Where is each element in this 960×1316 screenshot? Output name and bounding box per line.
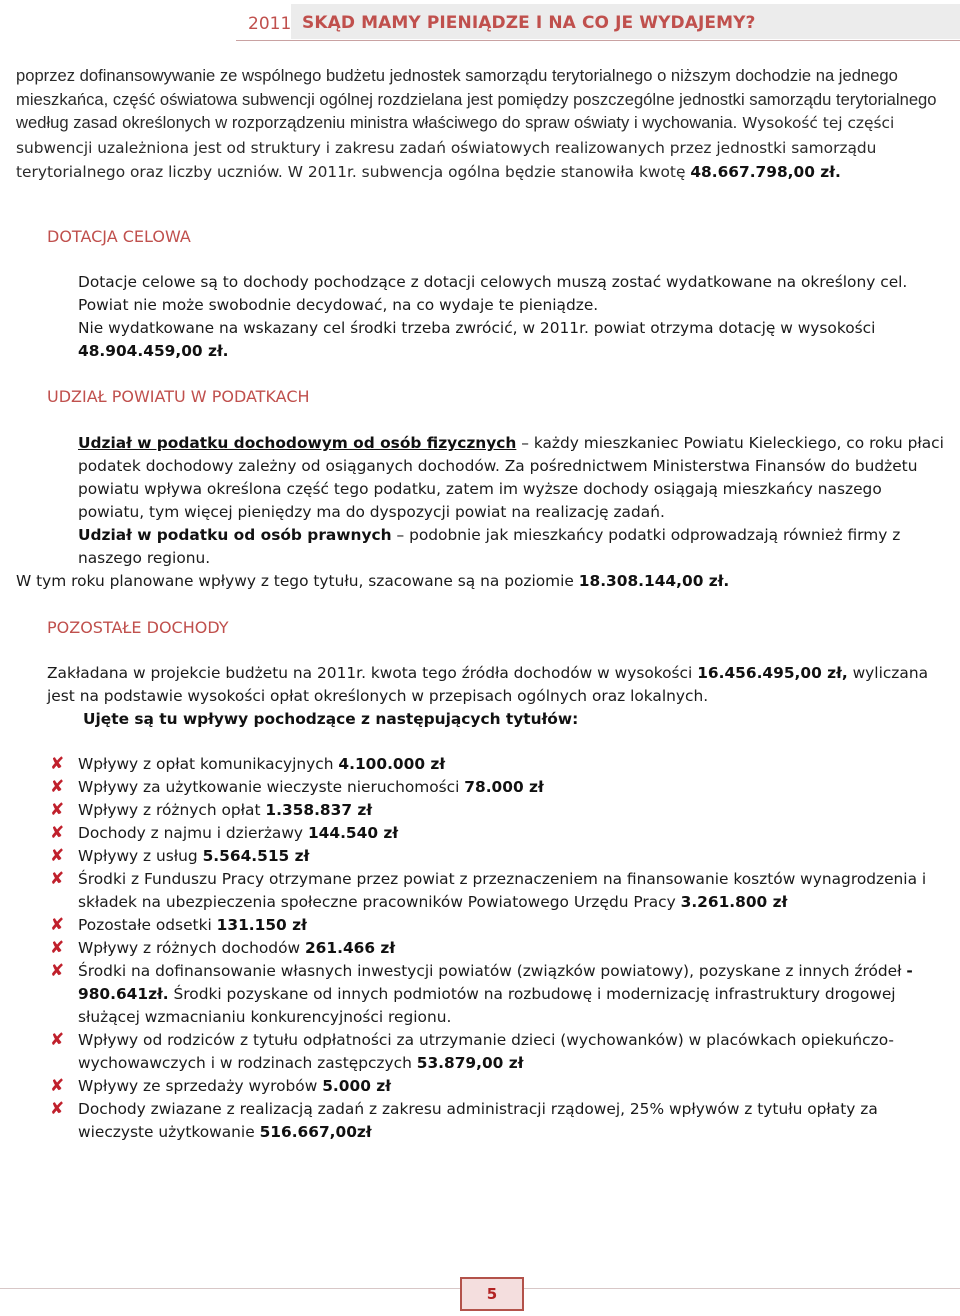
income-item <box>50 753 950 776</box>
income-item-text: Dochody z najmu i dzierżawy <box>78 824 308 842</box>
cit-label: Udział w podatku od osób prawnych <box>78 526 392 544</box>
subvention-amount: 48.667.798,00 zł. <box>690 163 841 181</box>
income-item <box>50 845 950 868</box>
pozostale-section <box>16 662 950 731</box>
income-item <box>50 937 950 960</box>
intro-section <box>16 64 950 185</box>
section-heading-pozostale: POZOSTAŁE DOCHODY <box>47 618 229 637</box>
pit-paragraph: Udział w podatku dochodowym od osób fizycznych – każdy mieszkaniec Powiatu Kieleckiego, co roku płaci podatek dochodowy zależny od osiąganych dochodów. Za pośrednictwem Ministerstwa Finansów do budżetu powiatu wpływa określona część tego podatku, zatem im wyższe dochody osiągają mieszkańcy naszego powiatu, tym więcej pieniędzy ma do dyspozycji powiat na realizację zadań. <box>78 434 944 521</box>
income-item-text: Wpływy od rodziców z tytułu odpłatności za utrzymanie dzieci (wychowanków) w placówkach opiekuńczo-wychowawczych i w rodzinach zastępczych <box>78 1031 894 1072</box>
income-item <box>50 1075 950 1098</box>
income-item-tail: Środki pozyskane od innych podmiotów na rozbudowę i modernizację infrastruktury drogowej służącej wzmacnianiu konkurencyjności regionu. <box>78 985 896 1026</box>
cross-icon: ✘ <box>50 846 65 866</box>
cross-icon: ✘ <box>50 961 65 981</box>
income-item-text: Wpływy z opłat komunikacyjnych <box>78 755 339 773</box>
intro-continuation: Wysokość tej części subwencji uzależniona jest od struktury i zakresu zadań oświatowych realizowanych przez jednostki samorządu terytorialnego oraz liczby uczniów. W 2011r. subwencja ogólna będzie stanowiła kwotę <box>16 114 895 181</box>
pit-label: Udział w podatku dochodowym od osób fizycznych <box>78 434 517 452</box>
udzial-amount: 18.308.144,00 zł. <box>578 572 730 590</box>
intro-paragraph <box>16 64 950 185</box>
page-number: 5 <box>460 1277 524 1311</box>
cross-icon: ✘ <box>50 1076 65 1096</box>
income-list <box>50 753 950 1144</box>
cross-icon: ✘ <box>50 938 65 958</box>
income-item-amount: 131.150 zł <box>216 916 307 934</box>
dotacja-amount: 48.904.459,00 zł. <box>78 342 229 360</box>
income-item-amount: 144.540 zł <box>307 824 399 842</box>
income-item-amount: 261.466 zł <box>304 939 396 957</box>
income-item-text: Wpływy za użytkowanie wieczyste nieruchomości <box>78 778 465 796</box>
section-heading-dotacja: DOTACJA CELOWA <box>47 227 191 246</box>
income-item <box>50 868 950 914</box>
income-item-text: Środki z Funduszu Pracy otrzymane przez powiat z przeznaczeniem na finansowanie kosztów wynagrodzenia i składek na ubezpieczenia społeczne pracowników Powiatowego Urzędu Pracy <box>78 870 927 911</box>
page-header <box>236 4 960 41</box>
income-item <box>50 1029 950 1075</box>
cross-icon: ✘ <box>50 1099 65 1119</box>
section-heading-udzial: UDZIAŁ POWIATU W PODATKACH <box>47 387 310 406</box>
income-item-text: Wpływy z usług <box>78 847 203 865</box>
cross-icon: ✘ <box>50 1030 65 1050</box>
cross-icon: ✘ <box>50 777 65 797</box>
dotacja-line2: Nie wydatkowane na wskazany cel środki trzeba zwrócić, w 2011r. powiat otrzyma dotację w wysokości 48.904.459,00 zł. <box>78 319 876 360</box>
dotacja-line1: Dotacje celowe są to dochody pochodzące z dotacji celowych muszą zostać wydatkowane na określony cel. Powiat nie może swobodnie decydować, na co wydaje te pieniądze. <box>78 273 908 314</box>
income-item <box>50 822 950 845</box>
income-item-text: Dochody zwiazane z realizacją zadań z zakresu administracji rządowej, 25% wpływów z tytułu opłaty za wieczyste użytkowanie <box>78 1100 878 1141</box>
udzial-section <box>16 432 950 593</box>
cit-paragraph: Udział w podatku od osób prawnych – podobnie jak mieszkańcy podatki odprowadzają również firmy z naszego regionu. <box>78 526 901 567</box>
income-item-text: Pozostałe odsetki <box>78 916 217 934</box>
income-item-amount: 1.358.837 zł <box>265 801 373 819</box>
income-item-amount: - 980.641zł. <box>78 962 913 1003</box>
pozostale-subheading: Ujęte są tu wpływy pochodzące z następujących tytułów: <box>83 710 579 728</box>
income-item <box>50 776 950 799</box>
income-item-amount: 4.100.000 zł <box>338 755 446 773</box>
income-item <box>50 960 950 1029</box>
income-item-text: Wpływy ze sprzedaży wyrobów <box>78 1077 323 1095</box>
pozostale-intro: Zakładana w projekcie budżetu na 2011r. kwota tego źródła dochodów w wysokości 16.456.495,00 zł, wyliczana jest na podstawie wysokości opłat określonych w przepisach ogólnych oraz lokalnych. <box>47 664 929 705</box>
income-item-amount: 3.261.800 zł <box>680 893 788 911</box>
cross-icon: ✘ <box>50 800 65 820</box>
dotacja-section <box>16 271 950 363</box>
header-year: 2011 <box>248 14 292 34</box>
income-item-text: Wpływy z różnych opłat <box>78 801 266 819</box>
intro-text: poprzez dofinansowywanie ze wspólnego budżetu jednostek samorządu terytorialnego o niższym dochodzie na jednego mieszkańca, część oświatowa subwencji ogólnej rozdzielana jest pomiędzy poszczególne jednostki samorządu terytorialnego według zasad określonych w rozporządzeniu ministra właściwego do spraw oświaty i wychowania. <box>16 66 937 132</box>
income-item-amount: 78.000 zł <box>464 778 544 796</box>
pozostale-amount: 16.456.495,00 zł, <box>697 664 848 682</box>
income-item-amount: 5.564.515 zł <box>202 847 310 865</box>
income-item <box>50 1098 950 1144</box>
income-item <box>50 914 950 937</box>
udzial-summary: W tym roku planowane wpływy z tego tytułu, szacowane są na poziomie 18.308.144,00 zł. <box>16 572 730 590</box>
income-item-amount: 53.879,00 zł <box>416 1054 524 1072</box>
cross-icon: ✘ <box>50 869 65 889</box>
header-title: SKĄD MAMY PIENIĄDZE I NA CO JE WYDAJEMY? <box>291 4 960 39</box>
income-item-amount: 5.000 zł <box>322 1077 391 1095</box>
income-item <box>50 799 950 822</box>
income-item-text: Środki na dofinansowanie własnych inwestycji powiatów (związków powiatowy), pozyskane z innych źródeł <box>78 962 907 980</box>
income-item-text: Wpływy z różnych dochodów <box>78 939 305 957</box>
cross-icon: ✘ <box>50 915 65 935</box>
cross-icon: ✘ <box>50 823 65 843</box>
income-item-amount: 516.667,00zł <box>259 1123 372 1141</box>
cross-icon: ✘ <box>50 754 65 774</box>
